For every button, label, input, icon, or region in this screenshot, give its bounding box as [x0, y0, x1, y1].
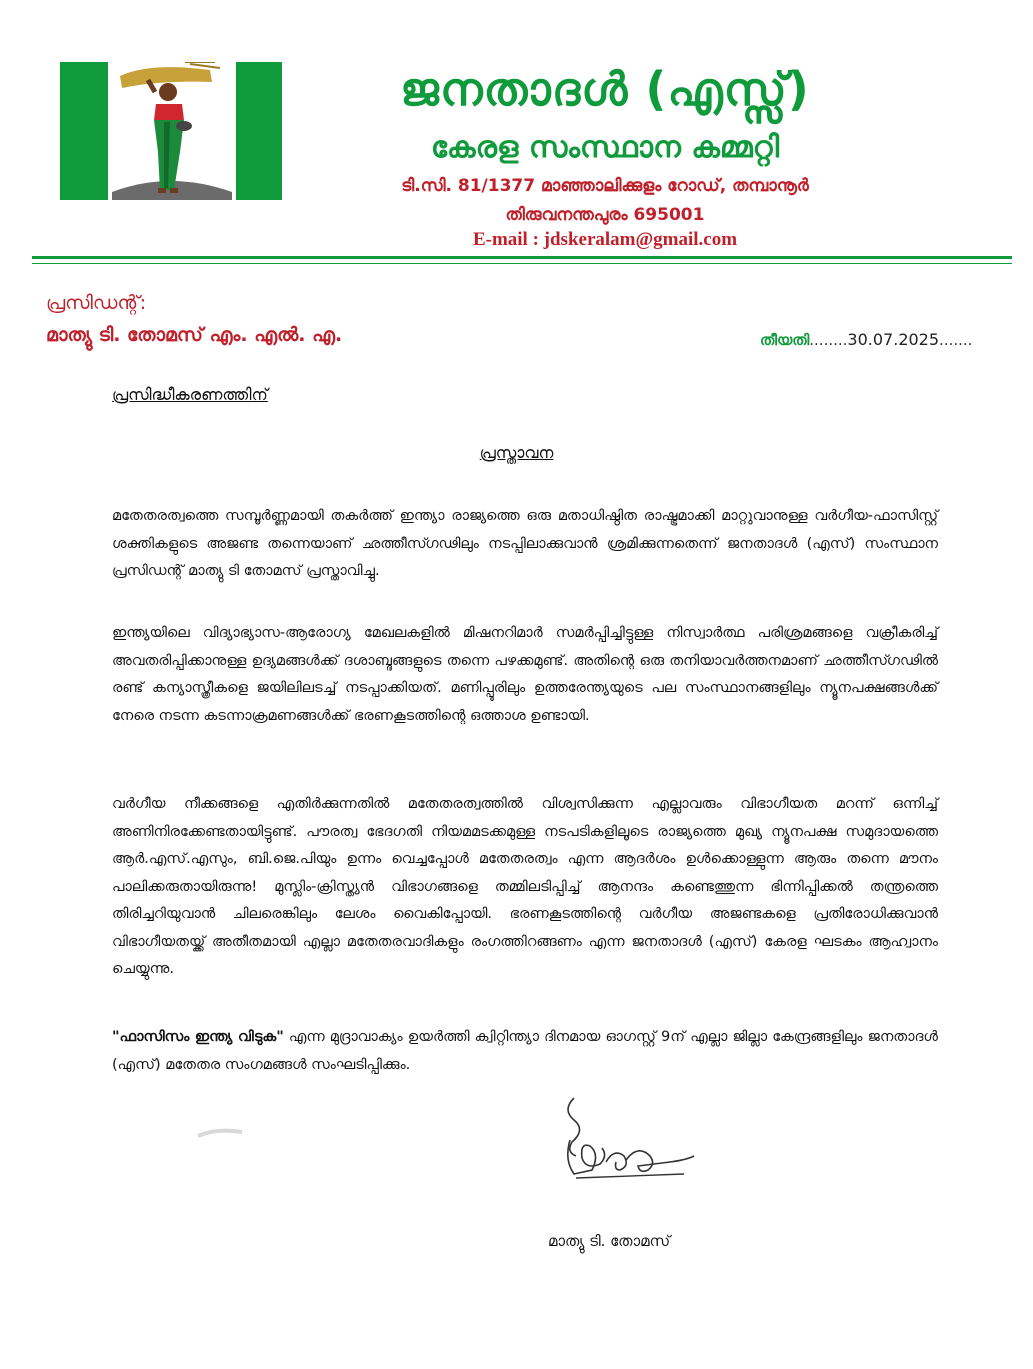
date-value: 30.07.2025 — [847, 330, 940, 349]
address-line-1: ടി.സി. 81/1377 മാഞ്ഞാലിക്കുളം റോഡ്, തമ്പാനൂർ — [401, 176, 809, 196]
signer-name: മാത്യു ടി. തോമസ് — [548, 1232, 671, 1250]
paragraph-2: ഇന്ത്യയിലെ വിദ്യാഭ്യാസ-ആരോഗ്യ മേഖലകളിൽ മിഷനറിമാർ സമർപ്പിച്ചിട്ടുള്ള നിസ്വാർത്ഥ പരിശ്രമങ്ങളെ വക്രീകരിച്ച് അവതരിപ്പിക്കാനുള്ള ഉദ്യമങ്ങൾക്ക് ദശാബ്ദങ്ങളുടെ തന്നെ പഴക്കമുണ്ട്. അതിന്റെ ഒരു തനിയാവർത്തനമാണ് ഛത്തീസ്ഗഢിൽ രണ്ട് കന്യാസ്ത്രീകളെ ജയിലിലടച്ച് നടപ്പാക്കിയത്. മണിപ്പൂരിലും ഉത്തരേന്ത്യയുടെ പല സംസ്ഥാനങ്ങളിലും ന്യൂനപക്ഷങ്ങൾക്ക് നേരെ നടന്ന കടന്നാക്രമണങ്ങൾക്ക് ഭരണകൂടത്തിന്റെ ഒത്താശ ഉണ്ടായി. — [112, 625, 938, 724]
statement-heading: പ്രസ്താവന — [479, 443, 554, 462]
signature — [560, 1090, 700, 1185]
paragraph-1: മതേതരത്വത്തെ സമ്പൂർണ്ണമായി തകർത്ത് ഇന്ത്യാ രാജ്യത്തെ ഒരു മതാധിഷ്ഠിത രാഷ്ട്രമാക്കി മാറ്റുവാനുള്ള വർഗീയ-ഫാസിസ്റ്റ് ശക്തികളുടെ അജണ്ട തന്നെയാണ് ഛത്തീസ്ഗഢിലും നടപ്പിലാക്കുവാൻ ശ്രമിക്കുന്നതെന്ന് ജനതാദൾ (എസ്) സംസ്ഥാന പ്രസിഡന്റ് മാത്യു ടി തോമസ് പ്രസ്താവിച്ചു. — [112, 508, 938, 579]
date-row — [760, 330, 972, 349]
date-dots: ........ — [809, 331, 848, 349]
scan-smudge — [196, 1124, 246, 1142]
slogan-quote: "ഫാസിസം ഇന്ത്യ വിടുക" — [112, 1029, 284, 1045]
president-label: പ്രസിഡന്റ്: — [46, 292, 147, 314]
email-address: E-mail : jdskeralam@gmail.com — [472, 229, 738, 250]
party-logo — [60, 62, 282, 202]
org-name: ജനതാദൾ (എസ്സ്) — [400, 62, 810, 116]
paragraph-4 — [112, 1024, 938, 1079]
publish-label: പ്രസിദ്ധീകരണത്തിന് — [112, 385, 268, 404]
org-subtitle: കേരള സംസ്ഥാന കമ്മറ്റി — [430, 130, 780, 165]
date-trail-dots: ....... — [939, 331, 973, 349]
header-rule-thin — [32, 263, 1012, 264]
paragraph-3: വർഗീയ നീക്കങ്ങളെ എതിർക്കുന്നതിൽ മതേതരത്വത്തിൽ വിശ്വസിക്കുന്ന എല്ലാവരും വിഭാഗീയത മറന്ന് ഒന്നിച്ച് അണിനിരക്കേണ്ടതായിട്ടുണ്ട്. പൗരത്വ ഭേദഗതി നിയമമടക്കമുള്ള നടപടികളിലൂടെ രാജ്യത്തെ മുഖ്യ ന്യൂനപക്ഷ സമുദായത്തെ ആർ.എസ്.എസും, ബി.ജെ.പിയും ഉന്നം വെച്ചപ്പോൾ മതേതരത്വം എന്ന ആദർശം ഉൾക്കൊള്ളുന്ന ആരും തന്നെ മൗനം പാലിക്കരുതായിരുന്നു! മുസ്ലിം-ക്രിസ്ത്യൻ വിഭാഗങ്ങളെ തമ്മിലടിപ്പിച്ച് ആനന്ദം കണ്ടെത്തുന്ന ഭിന്നിപ്പിക്കൽ തന്ത്രത്തെ തിരിച്ചറിയുവാൻ ചിലരെങ്കിലും ലേശം വൈകിപ്പോയി. ഭരണകൂടത്തിന്റെ വർഗീയ അജണ്ടകളെ പ്രതിരോധിക്കുവാൻ വിഭാഗീയതയ്ക്ക് അതീതമായി എല്ലാ മതേതരവാദികളും രംഗത്തിറങ്ങണം എന്ന ജനതാദൾ (എസ്) കേരള ഘടകം ആഹ്വാനം ചെയ്യുന്നു. — [112, 796, 938, 977]
president-name: മാത്യു ടി. തോമസ് എം. എൽ. എ. — [46, 324, 343, 346]
date-label: തീയതി — [760, 331, 810, 349]
paragraph-4-text: എന്ന മുദ്രാവാക്യം ഉയർത്തി ക്വിറ്റിന്ത്യാ ദിനമായ ഓഗസ്റ്റ് 9ന് എല്ലാ ജില്ലാ കേന്ദ്രങ്ങളിലും ജനതാദൾ (എസ്) മതേതര സംഗമങ്ങൾ സംഘടിപ്പിക്കും. — [112, 1029, 938, 1073]
address-line-2: തിരുവനന്തപുരം 695001 — [505, 205, 705, 225]
header-rule-thick — [32, 256, 1012, 259]
